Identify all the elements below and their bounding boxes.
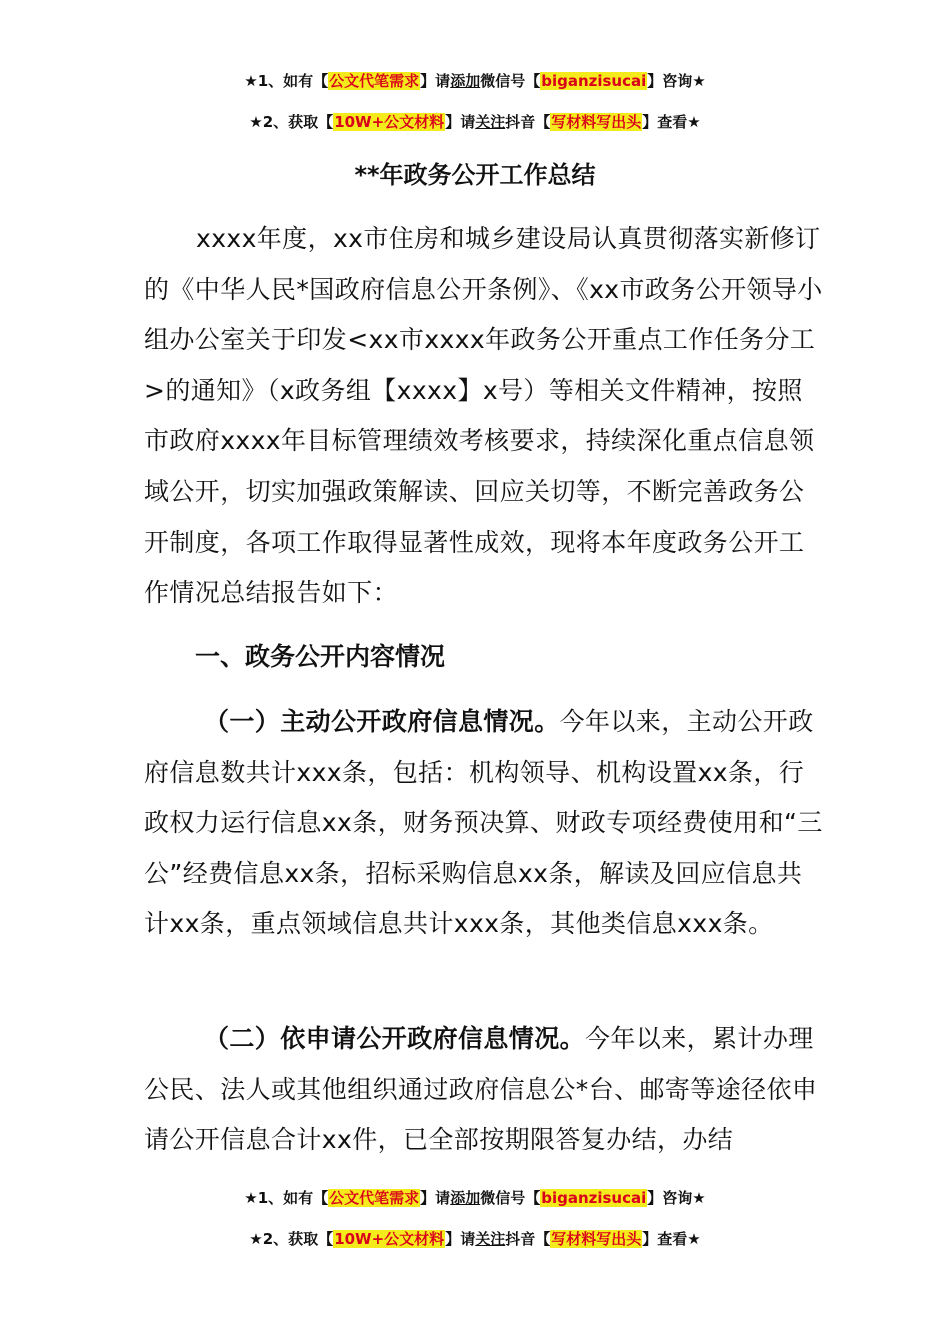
intro-paragraph: xxxx年度，xx市住房和城乡建设局认真贯彻落实新修订的《中华人民*国政府信息公开条例》、《xx市政务公开领导小组办公室关于印发<xx市xxxx年政务公开重点工作任务分工>的通知》（x政务组【xxxx】x号）等相关文件精神，按照市政府xxxx年目标管理绩效考核要求，持续深化重点信息领域公开，切实加强政策解读、回应关切等，不断完善政务公开制度，各项工作取得显著性成效，现将本年度政务公开工作情况总结报告如下： <box>144 224 823 608</box>
document-title: **年政务公开工作总结 <box>354 161 596 189</box>
subsection-2-paragraph <box>144 1014 824 1166</box>
promo-highlight: 10W+公文材料 <box>334 113 445 131</box>
subsection-1-heading: （一）主动公开政府信息情况。 <box>204 707 560 736</box>
promo-line-1: ★1、如有【公文代笔需求】请添加微信号【biganzisucai】咨询★ <box>244 1189 706 1207</box>
promo-line-2: ★2、获取【10W+公文材料】请关注抖音【写材料写出头】查看★ <box>249 1230 701 1248</box>
promo-highlight: 写材料写出头 <box>551 1230 642 1248</box>
promo-highlight: 公文代笔需求 <box>329 72 420 90</box>
subsection-2-text: 今年以来，累计办理公民、法人或其他组织通过政府信息公*台、邮寄等途径依申请公开信息合计xx件，已全部按期限答复办结，办结 <box>144 1024 818 1155</box>
subsection-2-heading: （二）依申请公开政府信息情况。 <box>204 1024 586 1053</box>
promo-line-1: ★1、如有【公文代笔需求】请添加微信号【biganzisucai】咨询★ <box>244 72 706 90</box>
section-heading: 一、政务公开内容情况 <box>195 642 446 671</box>
subsection-1-paragraph <box>144 697 824 950</box>
promo-highlight: 10W+公文材料 <box>334 1230 445 1248</box>
promo-highlight: biganzisucai <box>541 1189 647 1207</box>
promo-line-2: ★2、获取【10W+公文材料】请关注抖音【写材料写出头】查看★ <box>249 113 701 131</box>
subsection-1-text: 今年以来，主动公开政府信息数共计xxx条，包括：机构领导、机构设置xx条，行政权力运行信息xx条，财务预决算、财政专项经费使用和“三公”经费信息xx条，招标采购信息xx条，解读及回应信息共计xx条，重点领域信息共计xxx条，其他类信息xxx条。 <box>144 707 823 939</box>
promo-highlight: 公文代笔需求 <box>329 1189 420 1207</box>
promo-highlight: biganzisucai <box>541 72 647 90</box>
promo-highlight: 写材料写出头 <box>551 113 642 131</box>
